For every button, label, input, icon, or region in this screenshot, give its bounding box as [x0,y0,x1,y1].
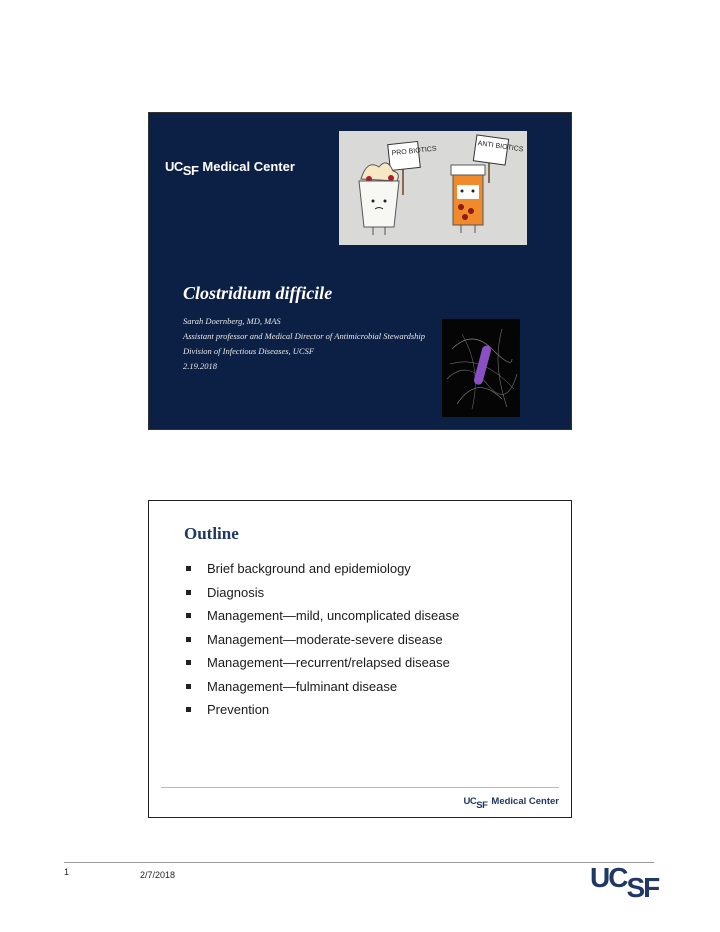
bullet-icon [186,707,191,712]
author-info [183,314,425,374]
bullet-icon [186,613,191,618]
probiotics-antibiotics-cartoon [339,131,527,245]
ucsf-medical-center-logo: UC SF Medical Center [165,159,295,178]
author-line: Assistant professor and Medical Director of Antimicrobial Stewardship [183,331,426,341]
bullet-icon [186,684,191,689]
outline-list [186,561,459,726]
outline-title: Outline [184,524,239,543]
ucsf-logo: UC SF [590,862,659,903]
list-item: Brief background and epidemiology [186,561,459,585]
list-item: Management—fulminant disease [186,679,459,703]
list-item: Management—mild, uncomplicated disease [186,608,459,632]
author-line: Sarah Doernberg, MD, MAS [183,316,281,326]
page-number: 1 [64,867,70,877]
title-slide [148,112,572,430]
presentation-title: Clostridium difficile [183,283,333,303]
list-item: Management—recurrent/relapsed disease [186,655,459,679]
ucsf-medical-center-logo: UC SF Medical Center [463,796,559,811]
footer-date: 2/7/2018 [140,870,176,880]
bullet-icon [186,660,191,665]
anti-sign-text: ANTI BIOTICS [477,140,524,154]
bullet-icon [186,566,191,571]
list-item: Diagnosis [186,585,459,609]
bullet-icon [186,637,191,642]
pro-sign-text: PRO BIOTICS [391,145,437,158]
bullet-icon [186,590,191,595]
list-item: Prevention [186,702,459,726]
divider [161,787,559,788]
footer-divider [64,862,654,863]
bacterium-micrograph [442,319,520,417]
author-line: 2.19.2018 [183,361,217,371]
author-line: Division of Infectious Diseases, UCSF [183,346,315,356]
list-item: Management—moderate-severe disease [186,632,459,656]
outline-slide [148,500,572,818]
